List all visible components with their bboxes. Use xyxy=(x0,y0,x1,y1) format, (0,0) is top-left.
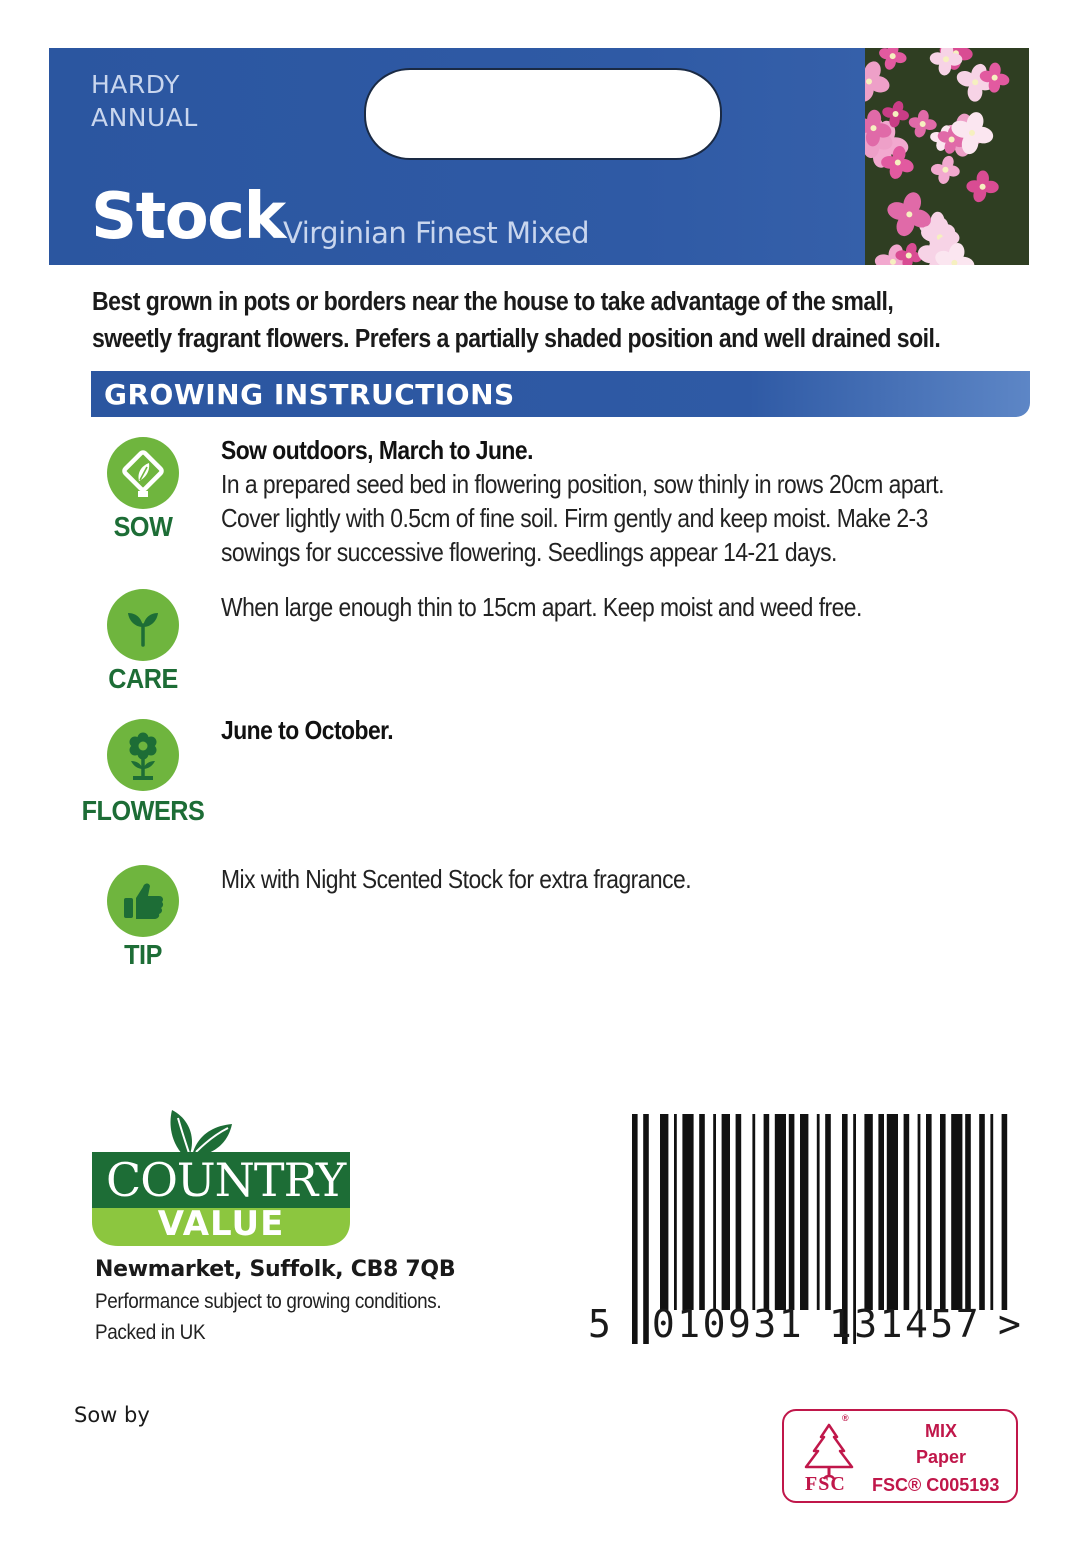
description-line-2: sweetly fragrant flowers. Prefers a partially shaded position and well drained soil. xyxy=(92,325,941,353)
step-label-tip: TIP xyxy=(124,939,162,970)
step-text-care xyxy=(221,590,995,624)
sow-line-3: sowings for successive flowering. Seedlings appear 14-21 days. xyxy=(221,537,837,567)
barcode-group-2: 131457 xyxy=(828,1302,982,1346)
brand-name-country: COUNTRY xyxy=(106,1153,346,1207)
care-line-1: When large enough thin to 15cm apart. Keep moist and weed free. xyxy=(221,592,862,622)
thumbs-up-icon xyxy=(107,865,179,937)
seed-packet-icon xyxy=(107,437,179,509)
sow-line-2: Cover lightly with 0.5cm of fine soil. Firm gently and keep moist. Make 2-3 xyxy=(221,503,928,533)
step-text-tip xyxy=(221,862,995,896)
seedling-icon xyxy=(107,589,179,661)
barcode xyxy=(588,1114,1028,1344)
product-variety: Virginian Finest Mixed xyxy=(283,216,590,250)
barcode-end-mark: > xyxy=(998,1302,1021,1346)
product-title: Stock xyxy=(91,180,285,254)
fsc-mix: MIX xyxy=(924,1421,957,1441)
flower-photo-image xyxy=(865,48,1029,265)
flowers-heading: June to October. xyxy=(221,715,394,745)
product-description xyxy=(92,284,943,358)
blank-label-slot xyxy=(364,68,722,160)
step-label-flowers: FLOWERS xyxy=(81,795,205,826)
growing-instructions-title: GROWING INSTRUCTIONS xyxy=(104,378,515,411)
step-text-flowers xyxy=(221,713,995,747)
description-line-1: Best grown in pots or borders near the house to take advantage of the small, xyxy=(92,288,894,316)
category-line-2: ANNUAL xyxy=(91,103,198,132)
sow-line-1: In a prepared seed bed in flowering position, sow thinly in rows 20cm apart. xyxy=(221,469,944,499)
fsc-certification xyxy=(782,1409,1018,1503)
performance-note: Performance subject to growing conditions. xyxy=(95,1290,442,1313)
country-value-logo xyxy=(92,1108,354,1250)
flower-icon xyxy=(107,719,179,791)
category-line-1: HARDY xyxy=(91,70,180,99)
plant-category xyxy=(91,68,198,134)
fsc-paper: Paper xyxy=(915,1447,967,1467)
product-header xyxy=(49,48,1029,265)
fsc-license-code: FSC® C005193 xyxy=(872,1475,1000,1495)
fsc-wordmark: FSC xyxy=(805,1473,846,1495)
sow-heading: Sow outdoors, March to June. xyxy=(221,435,533,465)
step-label-sow: SOW xyxy=(113,511,173,542)
barcode-first-digit: 5 xyxy=(588,1302,611,1346)
step-text-sow xyxy=(221,433,995,569)
fsc-registered-mark: ® xyxy=(842,1413,849,1423)
company-address: Newmarket, Suffolk, CB8 7QB xyxy=(95,1257,456,1282)
growing-instructions-banner xyxy=(91,371,1030,417)
tip-line-1: Mix with Night Scented Stock for extra fragrance. xyxy=(221,864,692,894)
sow-by-label: Sow by xyxy=(74,1403,150,1427)
packed-in-note: Packed in UK xyxy=(95,1321,206,1344)
brand-name-value: VALUE xyxy=(157,1204,285,1244)
barcode-group-1: 010931 xyxy=(651,1302,805,1346)
step-label-care: CARE xyxy=(108,663,178,694)
